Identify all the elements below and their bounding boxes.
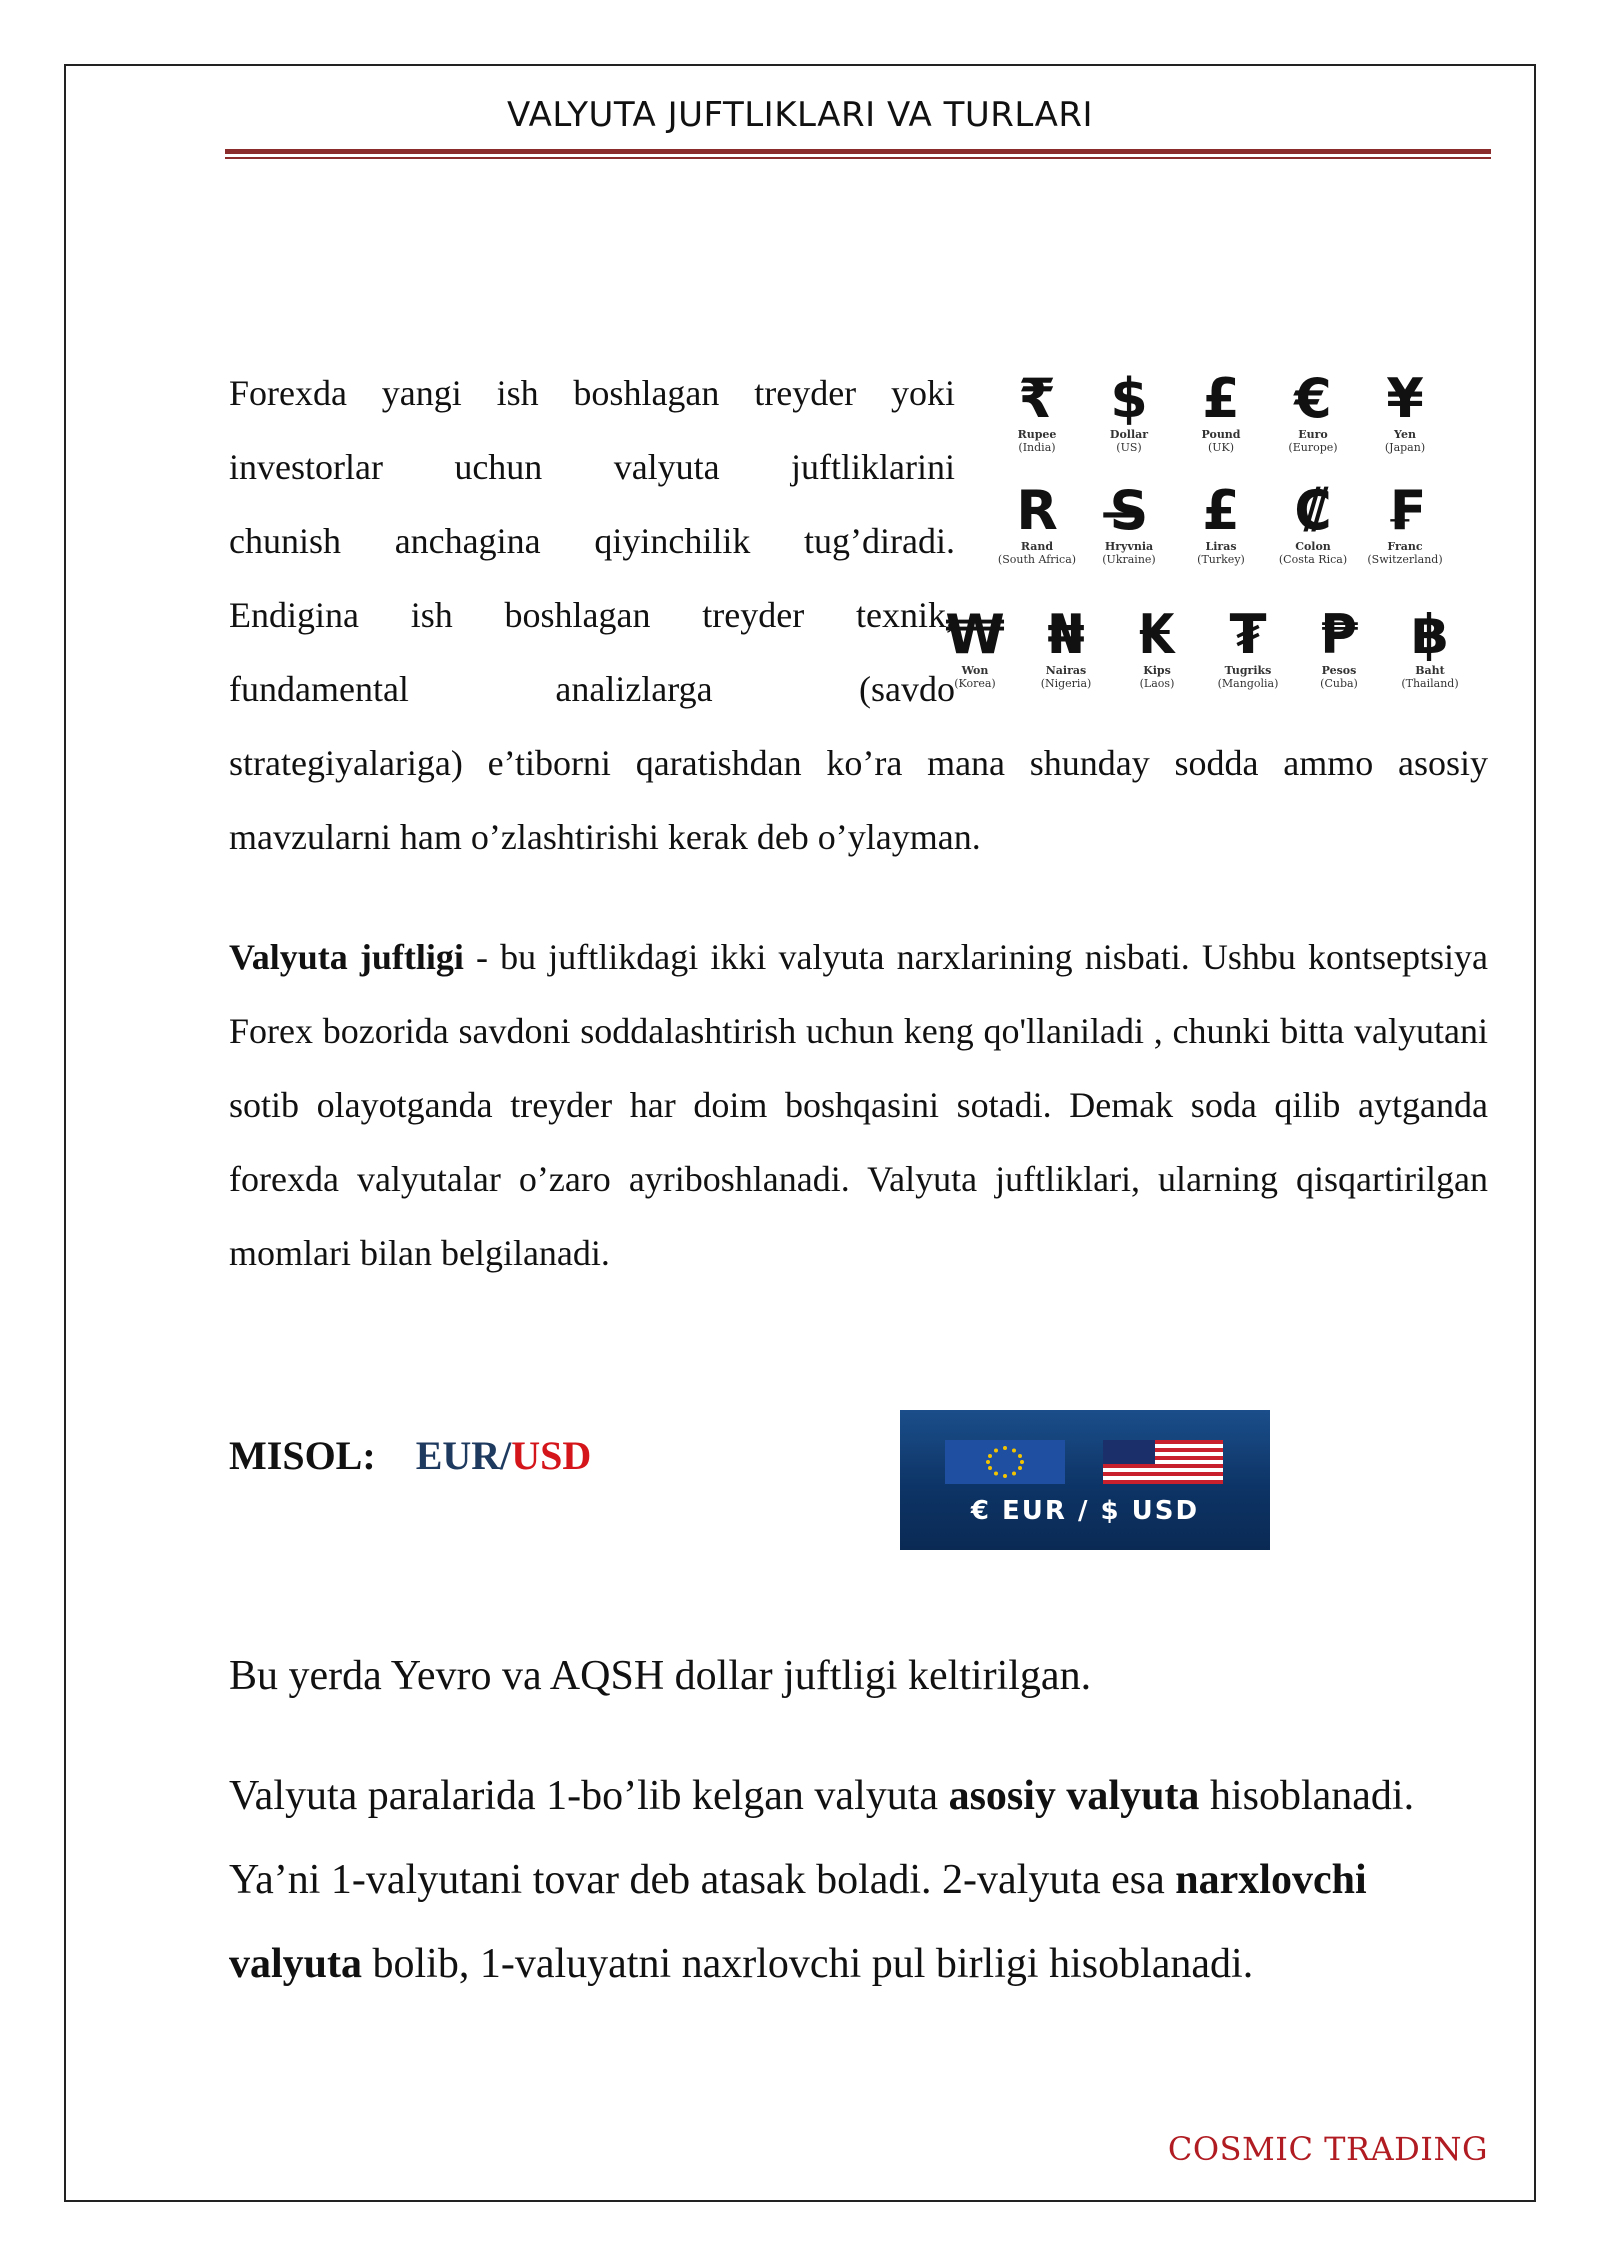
currency-item	[985, 367, 1089, 454]
currency-symbol-icon: S̶	[1109, 479, 1149, 542]
currency-symbol-icon: ₭	[1138, 603, 1176, 666]
header-rule-thin	[225, 157, 1491, 159]
currency-item	[1196, 603, 1300, 690]
currency-country: (South Africa)	[997, 553, 1077, 566]
example-line	[229, 1432, 591, 1479]
definition-text: - bu juftlikdagi ikki valyuta narxlarining nisbati. Ushbu kontseptsiya Forex bozorida savdoni soddalashtirish uchun keng qo'llaniladi , chunki bitta valyutani sotib olayotganda treyder har doim boshqasini sotadi. Demak soda qilib aytganda forexda valyutalar o’zaro ayriboshlanadi. Valyuta juftliklari, ularning qisqartirilgan momlari bilan belgilanadi.	[229, 937, 1488, 1273]
currency-name: Rand	[1020, 540, 1054, 553]
currency-item	[1077, 367, 1181, 454]
example-quote-currency: USD	[511, 1433, 592, 1478]
example-explanation: Bu yerda Yevro va AQSH dollar juftligi keltirilgan.	[229, 1653, 1092, 1699]
currency-country: (Europe)	[1288, 441, 1338, 454]
currency-country: (Costa Rica)	[1278, 553, 1348, 566]
currency-name: Yen	[1394, 428, 1416, 441]
currency-symbol-icon: $	[1110, 367, 1148, 430]
currency-item	[1353, 367, 1457, 454]
currency-symbol-icon: ₩	[945, 603, 1005, 666]
currency-country: (Switzerland)	[1367, 553, 1443, 566]
currency-item	[1378, 603, 1482, 690]
example-base-currency: EUR	[415, 1433, 501, 1478]
currency-country: (Japan)	[1384, 441, 1426, 454]
currency-item	[1261, 479, 1365, 566]
intro-paragraph-top	[229, 356, 955, 726]
currency-name: Tugriks	[1224, 664, 1272, 677]
currency-country: (Ukraine)	[1102, 553, 1156, 566]
page-title: VALYUTA JUFTLIKLARI VA TURLARI	[506, 95, 1094, 135]
currency-country: (Nigeria)	[1040, 677, 1092, 690]
currency-item	[1014, 603, 1118, 690]
currency-item	[1261, 367, 1365, 454]
intro-line: fundamental analizlarga (savdo	[229, 669, 955, 709]
currency-symbol-icon: ₱	[1320, 603, 1358, 666]
currency-item	[1169, 479, 1273, 566]
currency-symbol-icon: ₹	[1018, 367, 1056, 430]
intro-line: investorlar uchun valyuta juftliklarini	[229, 447, 955, 487]
currency-country: (Laos)	[1139, 677, 1175, 690]
currency-name: Dollar	[1109, 428, 1149, 441]
currency-name: Liras	[1205, 540, 1237, 553]
currency-symbol-icon: ₡	[1294, 479, 1332, 542]
currency-country: (UK)	[1207, 441, 1235, 454]
eu-flag-icon	[945, 1440, 1065, 1484]
intro-line: Endigina ish boshlagan treyder texnik,	[229, 595, 955, 635]
currency-name: Kips	[1143, 664, 1171, 677]
currency-name: Pesos	[1321, 664, 1357, 677]
currency-item	[1353, 479, 1457, 566]
currency-symbol-icon: €	[1294, 367, 1332, 430]
base-quote-paragraph	[229, 1754, 1488, 2006]
currency-name: Baht	[1415, 664, 1445, 677]
currency-item	[923, 603, 1027, 690]
currency-symbol-icon: ₮	[1229, 603, 1267, 666]
currency-symbol-icon: £	[1202, 367, 1240, 430]
currency-country: (US)	[1116, 441, 1142, 454]
footer-brand: COSMIC TRADING	[1167, 2130, 1488, 2168]
text-run: hisoblanadi. Ya’ni 1-valyutani tovar deb atasak boladi. 2-valyuta esa	[229, 1773, 1415, 1903]
eur-usd-image	[900, 1410, 1270, 1550]
example-label: MISOL:	[229, 1433, 376, 1478]
currency-name: Won	[961, 664, 989, 677]
quote-currency-term: narxlovchi valyuta	[229, 1857, 1367, 1987]
currency-name: Rupee	[1017, 428, 1057, 441]
currency-country: (Mangolia)	[1217, 677, 1279, 690]
definition-term: Valyuta juftligi	[229, 937, 464, 977]
currency-item	[985, 479, 1089, 566]
currency-symbol-icon: ¥	[1386, 367, 1424, 430]
currency-name: Pound	[1201, 428, 1241, 441]
text-run: bolib, 1-valuyatni naxrlovchi pul birligi hisoblanadi.	[362, 1941, 1254, 1987]
intro-paragraph-rest: strategiyalariga) e’tiborni qaratishdan ko’ra mana shunday sodda ammo asosiy mavzularni ham o’zlashtirishi kerak deb o’ylayman.	[229, 743, 1488, 857]
currency-symbol-icon: ₦	[1047, 603, 1085, 666]
currency-item	[1169, 367, 1273, 454]
currency-name: Franc	[1387, 540, 1423, 553]
text-run: Valyuta paralarida 1-bo’lib kelgan valyuta	[229, 1773, 949, 1819]
intro-line: chunish anchagina qiyinchilik tug’diradi.	[229, 521, 955, 561]
currency-name: Colon	[1295, 540, 1331, 553]
header-rule	[225, 149, 1491, 154]
currency-item	[1287, 603, 1391, 690]
example-slash: /	[500, 1433, 512, 1478]
eur-usd-image-label: € EUR / $ USD	[970, 1496, 1200, 1526]
currency-country: (Korea)	[954, 677, 996, 690]
currency-symbol-icon: R	[1016, 479, 1058, 542]
currency-country: (Cuba)	[1320, 677, 1358, 690]
base-currency-term: asosiy valyuta	[948, 1773, 1200, 1819]
currency-name: Hryvnia	[1104, 540, 1154, 553]
currency-country: (Thailand)	[1401, 677, 1459, 690]
currency-symbol-icon: £	[1202, 479, 1240, 542]
intro-line: Forexda yangi ish boshlagan treyder yoki	[229, 373, 955, 413]
currency-symbols-image	[945, 367, 1495, 710]
currency-name: Euro	[1298, 428, 1328, 441]
currency-name: Nairas	[1045, 664, 1087, 677]
currency-item	[1077, 479, 1181, 566]
definition-paragraph	[229, 920, 1488, 1290]
currency-country: (Turkey)	[1197, 553, 1245, 566]
currency-country: (India)	[1018, 441, 1056, 454]
currency-item	[1105, 603, 1209, 690]
currency-symbol-icon: ฿	[1411, 603, 1449, 666]
us-flag-icon	[1103, 1440, 1223, 1484]
currency-symbol-icon: ₣	[1386, 479, 1424, 542]
